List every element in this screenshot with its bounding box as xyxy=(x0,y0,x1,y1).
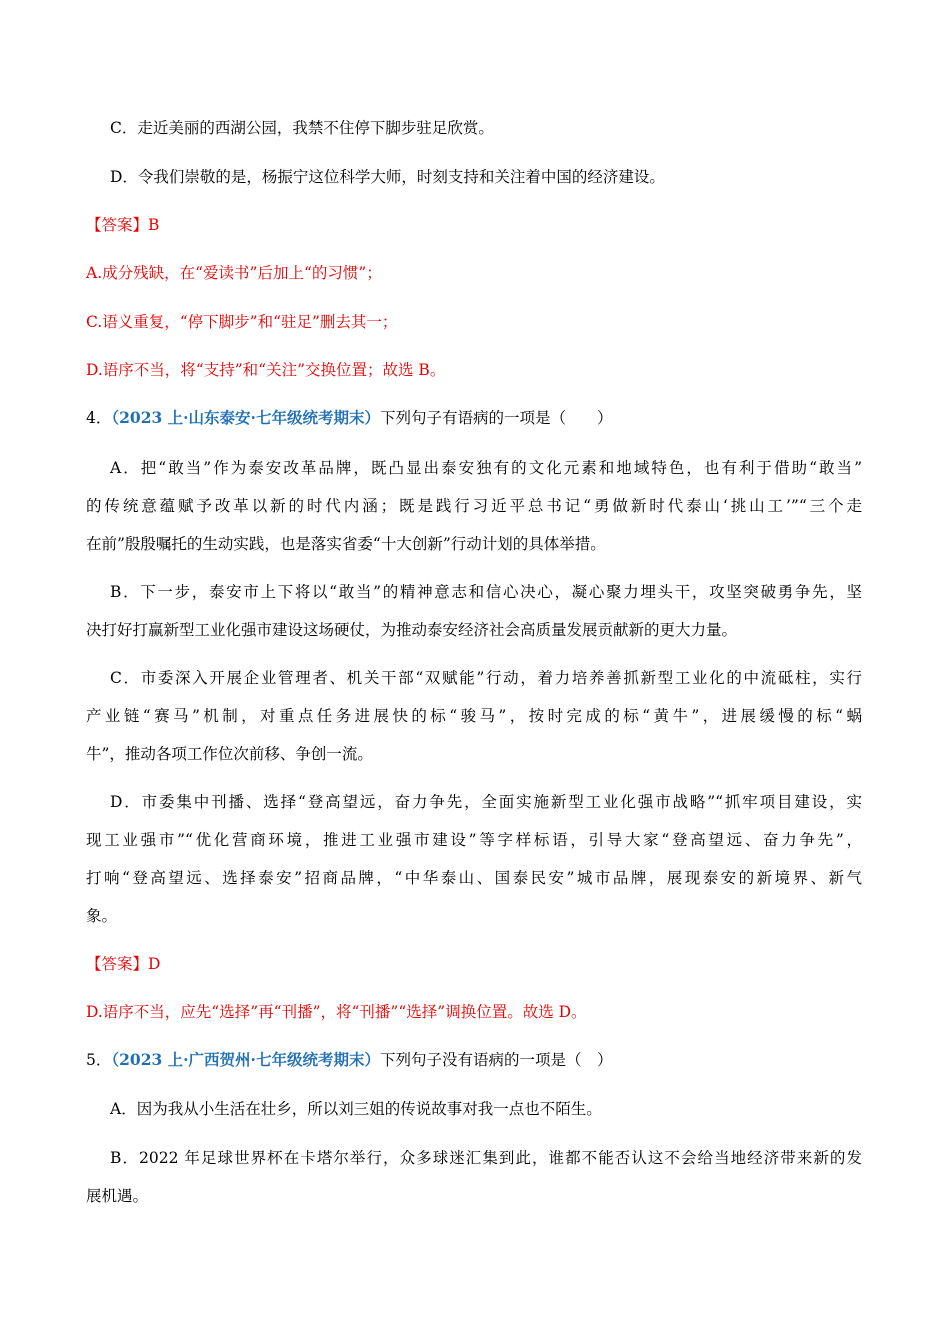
q5-option-b-line-2: 展机遇。 xyxy=(86,1187,149,1205)
q5-question xyxy=(86,1050,612,1070)
q4-option-a-line-1: A．把“敢当”作为泰安改革品牌，既凸显出泰安独有的文化元素和地域特色，也有利于借助“敢当” xyxy=(110,459,862,477)
q3-explanation-a: A.成分残缺，在“爱读书”后加上“的习惯”； xyxy=(86,264,382,282)
q5-option-b-line-1: B．2022 年足球世界杯在卡塔尔举行，众多球迷汇集到此，谁都不能否认这不会给当地经济带来新的发 xyxy=(110,1149,862,1167)
q4-option-a-line-2: 的传统意蕴赋予改革以新的时代内涵；既是践行习近平总书记“勇做新时代泰山‘挑山工’”“三个走 xyxy=(86,497,862,515)
q4-question xyxy=(86,408,612,428)
q4-source: （2023 上·山东泰安·七年级统考期末） xyxy=(111,408,380,427)
q4-option-a-line-3: 在前”殷殷嘱托的生动实践，也是落实省委“十大创新”行动计划的具体举措。 xyxy=(86,535,606,553)
q4-stem: 下列句子有语病的一项是（ ） xyxy=(379,409,613,427)
q4-option-d-line-3: 打响“登高望远、选择泰安”招商品牌，“中华泰山、国泰民安”城市品牌，展现泰安的新境界、新气 xyxy=(86,869,862,887)
q4-option-d-line-4: 象。 xyxy=(86,907,118,925)
q3-option-d: D．令我们崇敬的是，杨振宁这位科学大师，时刻支持和关注着中国的经济建设。 xyxy=(110,168,665,186)
q4-option-c-line-2: 产业链“赛马”机制，对重点任务进展快的标“骏马”，按时完成的标“黄牛”，进展缓慢的标“蜗 xyxy=(86,707,862,725)
q4-option-d-line-2: 现工业强市”“优化营商环境，推进工业强市建设”等字样标语，引导大家“登高望远、奋力争先”， xyxy=(86,831,862,849)
q4-option-c-line-1: C．市委深入开展企业管理者、机关干部“双赋能”行动，着力培养善抓新型工业化的中流砥柱，实行 xyxy=(110,669,862,687)
q4-option-b-line-1: B．下一步，泰安市上下将以“敢当”的精神意志和信心决心，凝心聚力埋头干，攻坚突破勇争先，坚 xyxy=(110,583,862,601)
q4-option-b-line-2: 决打好打赢新型工业化强市建设这场硬仗，为推动泰安经济社会高质量发展贡献新的更大力量。 xyxy=(86,621,738,639)
q5-stem: 下列句子没有语病的一项是（ ） xyxy=(379,1051,613,1069)
q5-option-a: A．因为我从小生活在壮乡，所以刘三姐的传说故事对我一点也不陌生。 xyxy=(110,1100,602,1118)
q3-option-c: C．走近美丽的西湖公园，我禁不住停下脚步驻足欣赏。 xyxy=(110,119,494,137)
q3-explanation-c: C.语义重复，“停下脚步”和“驻足”删去其一； xyxy=(86,313,398,331)
q5-number: 5． xyxy=(86,1051,112,1069)
q4-number: 4． xyxy=(86,409,112,427)
q4-explanation: D.语序不当，应先“选择”再“刊播”，将“刊播”“选择”调换位置。故选 D。 xyxy=(86,1003,587,1021)
q4-option-d-line-1: D．市委集中刊播、选择“登高望远，奋力争先，全面实施新型工业化强市战略”“抓牢项目建设，实 xyxy=(110,793,862,811)
q5-source: （2023 上·广西贺州·七年级统考期末） xyxy=(111,1050,380,1069)
q4-answer: 【答案】D xyxy=(86,955,161,973)
q3-explanation-d: D.语序不当，将“支持”和“关注”交换位置；故选 B。 xyxy=(86,361,446,379)
q3-answer: 【答案】B xyxy=(86,216,160,234)
q4-option-c-line-3: 牛”，推动各项工作位次前移、争创一流。 xyxy=(86,745,373,763)
